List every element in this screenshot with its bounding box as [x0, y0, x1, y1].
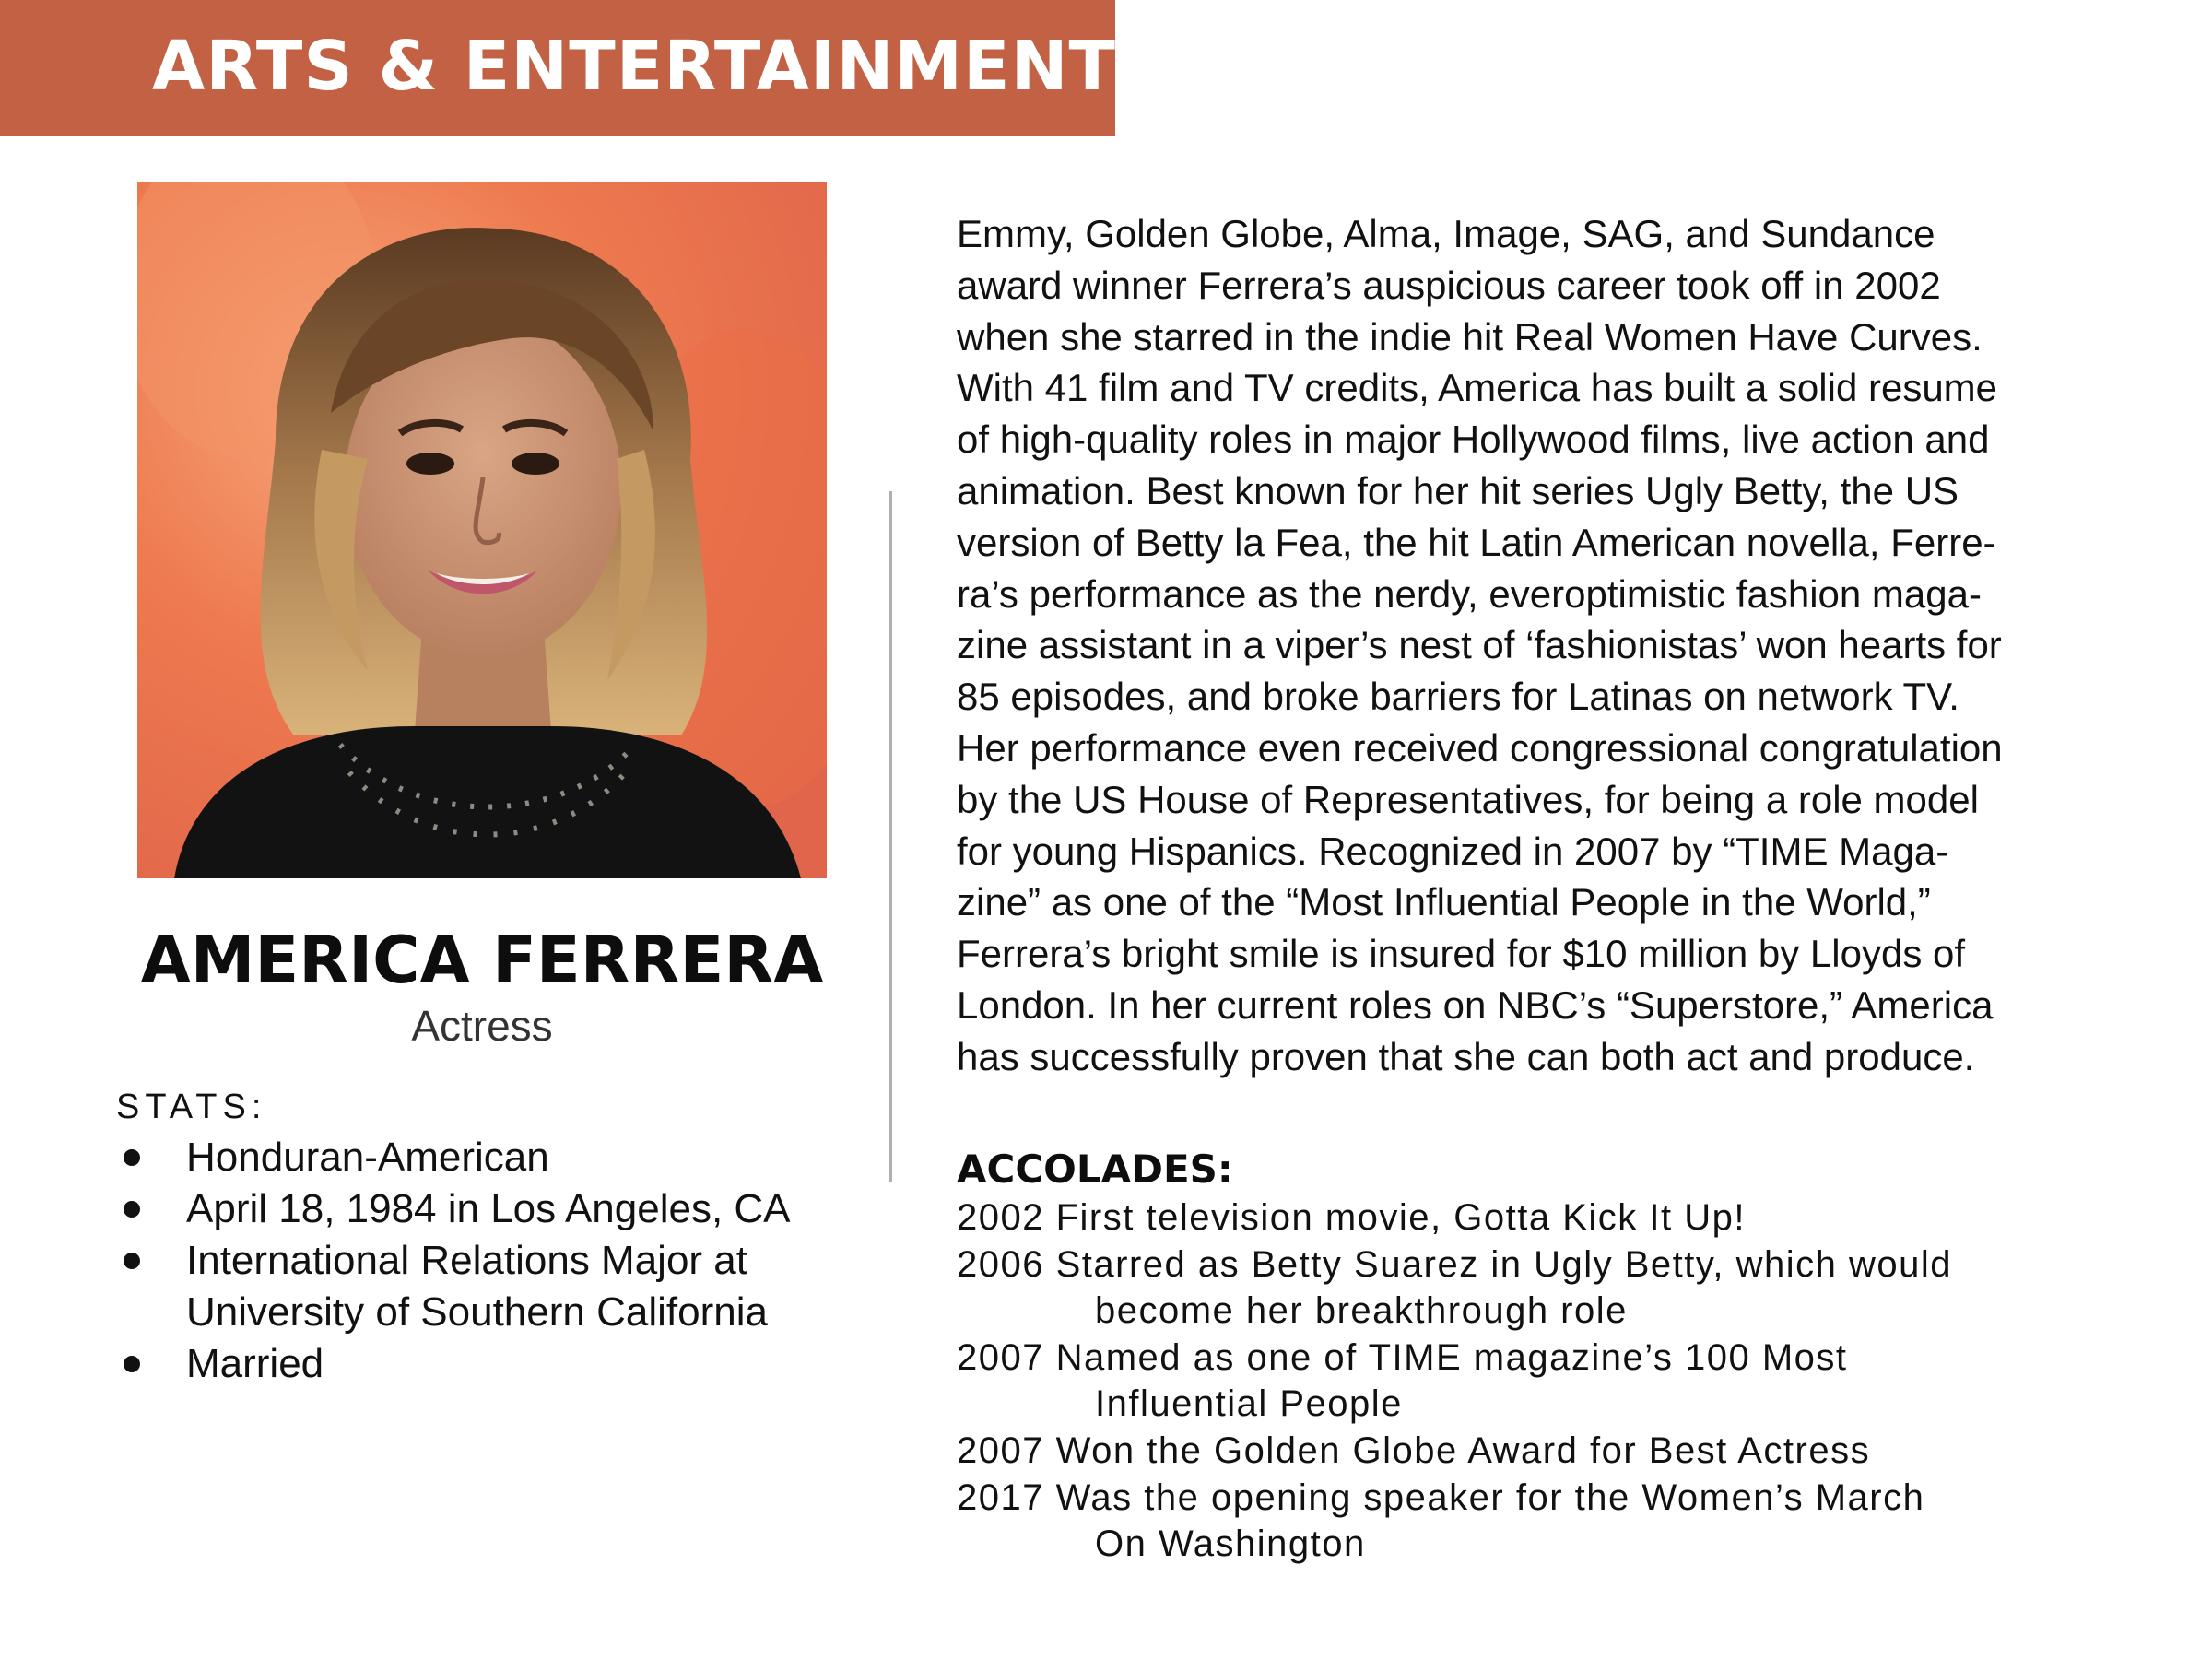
- bullet-icon: [124, 1149, 140, 1166]
- bio-line: animation. Best known for her hit series Ugly Betty, the US: [957, 468, 1959, 512]
- stats-item-text: Married: [186, 1341, 324, 1386]
- bio-line: London. In her current roles on NBC’s “Superstore,” America: [957, 982, 1994, 1027]
- bio-line: 85 episodes, and broke barriers for Latinas on network TV.: [957, 675, 1959, 719]
- stats-item: [116, 1132, 872, 1183]
- stats-item: [116, 1183, 872, 1235]
- bullet-icon: [124, 1253, 140, 1269]
- accolade-line: 2006 Starred as Betty Suarez in Ugly Betty, which would: [957, 1243, 1953, 1285]
- bio-line: With 41 film and TV credits, America has built a solid resume: [957, 366, 1998, 410]
- person-name: AMERICA FERRERA: [140, 923, 824, 998]
- stats-item-text: International Relations Major at University of Southern California: [186, 1238, 768, 1335]
- bio-line: Ferrera’s bright smile is insured for $10 million by Lloyds of: [957, 932, 1966, 976]
- bio-line: for young Hispanics. Recognized in 2007 by “TIME Maga-: [957, 829, 1949, 873]
- accolade-line: Influential People: [1095, 1383, 1403, 1425]
- bio-line: when she starred in the indie hit Real Women Have Curves.: [957, 314, 1983, 359]
- accolade-line: On Washington: [1095, 1524, 1366, 1565]
- bullet-icon: [124, 1356, 140, 1372]
- stats-list: [116, 1132, 872, 1390]
- accolades-title: ACCOLADES:: [957, 1147, 1233, 1192]
- bio-line: zine” as one of the “Most Influential People in the World,”: [957, 880, 1931, 924]
- biography: [957, 208, 2146, 1083]
- column-divider: [889, 491, 892, 1182]
- stats-item: [116, 1338, 872, 1390]
- bio-line: zine assistant in a viper’s nest of ‘fashionistas’ won hearts for: [957, 623, 2002, 667]
- accolade-line: 2007 Won the Golden Globe Award for Best Actress: [957, 1430, 1871, 1471]
- accolade-line: become her breakthrough role: [1095, 1290, 1628, 1332]
- portrait-photo: [137, 182, 827, 878]
- stats-item: [116, 1235, 868, 1338]
- bio-line: by the US House of Representatives, for being a role model: [957, 777, 1979, 821]
- bullet-icon: [124, 1201, 140, 1218]
- stats-item-text: Honduran-American: [186, 1135, 549, 1180]
- bio-line: award winner Ferrera’s auspicious career took off in 2002: [957, 263, 1941, 307]
- bio-line: of high-quality roles in major Hollywood films, live action and: [957, 418, 1990, 462]
- stats-label: STATS:: [116, 1088, 267, 1126]
- accolade-line: 2017 Was the opening speaker for the Women’s March: [957, 1477, 1925, 1518]
- bio-line: Emmy, Golden Globe, Alma, Image, SAG, and Sundance: [957, 212, 1936, 255]
- bio-line: Her performance even received congressional congratulation: [957, 725, 2003, 770]
- person-role: Actress: [411, 1002, 553, 1050]
- bio-line: has successfully proven that she can both act and produce.: [957, 1034, 1975, 1078]
- accolades-list: [957, 1194, 2155, 1568]
- bio-line: version of Betty la Fea, the hit Latin American novella, Ferre-: [957, 520, 1996, 564]
- section-title: ARTS & ENTERTAINMENT: [152, 27, 1116, 106]
- stats-item-text: April 18, 1984 in Los Angeles, CA: [186, 1186, 791, 1231]
- bio-line: ra’s performance as the nerdy, everoptimistic fashion maga-: [957, 571, 1982, 616]
- accolade-line: 2002 First television movie, Gotta Kick It Up!: [957, 1197, 1746, 1238]
- accolade-line: 2007 Named as one of TIME magazine’s 100 Most: [957, 1336, 1848, 1378]
